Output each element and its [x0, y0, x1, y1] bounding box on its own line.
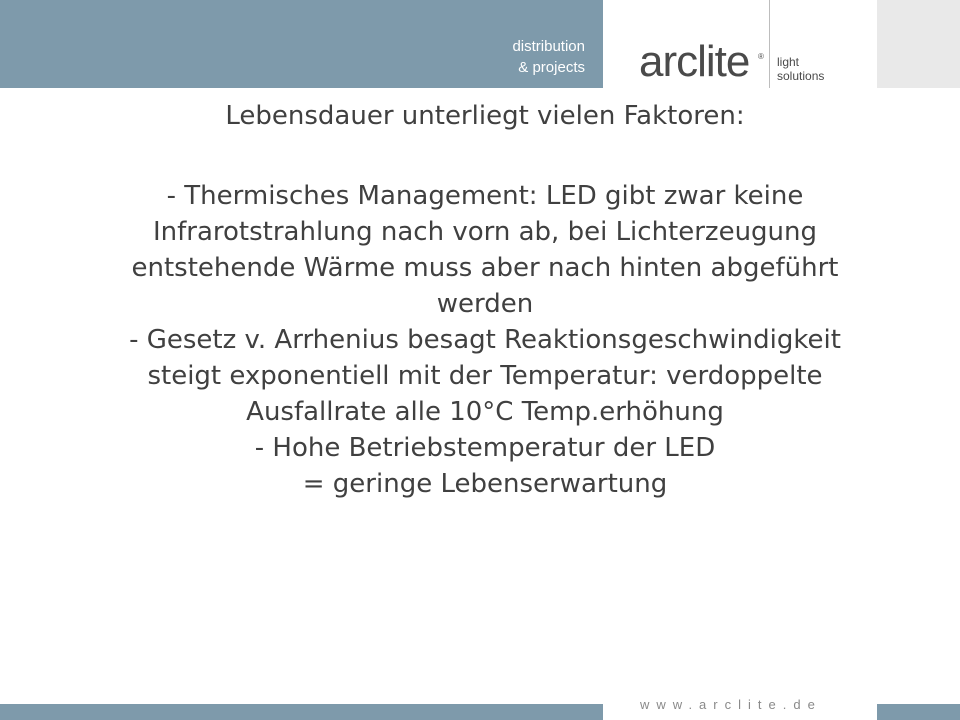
logo-tagline-line2: solutions [777, 69, 825, 83]
bullet-line: steigt exponentiell mit der Temperatur: verdoppelte [147, 361, 823, 391]
bullet-line: - Thermisches Management: LED gibt zwar keine [166, 181, 804, 211]
bullet-line: - Gesetz v. Arrhenius besagt Reaktionsgeschwindigkeit [129, 325, 841, 355]
logo-registered-mark: ® [758, 52, 764, 61]
slide-content [50, 98, 920, 502]
footer-website: www.arclite.de [640, 697, 822, 712]
logo-wordmark: arclite [639, 37, 750, 86]
footer-corner-block [877, 704, 960, 720]
bullet-line: Ausfallrate alle 10°C Temp.erhöhung [246, 397, 724, 427]
footer-band [0, 704, 603, 720]
bullet-line: - Hohe Betriebstemperatur der LED [254, 433, 716, 463]
logo-divider [769, 0, 770, 88]
bullet-line: werden [436, 289, 534, 319]
arclite-logo [636, 0, 836, 88]
logo-tagline-line1: light [777, 55, 800, 69]
header-tagline-line1: distribution [512, 38, 585, 55]
header-corner-block [877, 0, 960, 88]
logo-tagline [777, 55, 824, 83]
bullet-line: = geringe Lebenserwartung [302, 469, 668, 499]
header-tagline [512, 36, 585, 78]
bullet-line: entstehende Wärme muss aber nach hinten abgeführt [131, 253, 839, 283]
bullet-line: Infrarotstrahlung nach vorn ab, bei Lichterzeugung [152, 217, 818, 247]
header-tagline-line2: & projects [518, 59, 585, 76]
slide-heading: Lebensdauer unterliegt vielen Faktoren: [225, 101, 745, 131]
header-band [0, 0, 603, 88]
